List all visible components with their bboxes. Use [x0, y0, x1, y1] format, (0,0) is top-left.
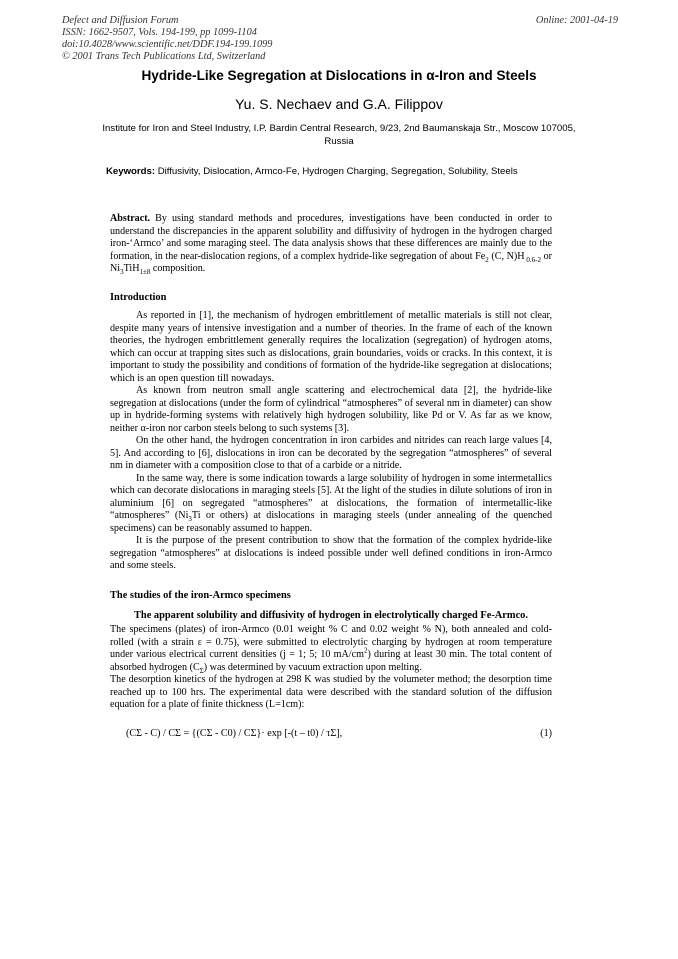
section2-body: [110, 624, 552, 712]
keywords-label: Keywords:: [106, 166, 156, 177]
abstract: Abstract. By using standard methods and procedures, investigations have been conducted in order to understand the discrepancies in the apparent solubility and diffusivity of hydrogen in the hydrogen charged iron-‘Armco’ and some maraging steel. The data analysis shows that these differences are mainly due to the formation, in the near-dislocation regions, of a complex hydride-like segregation of about $Fe_2$ (C, N)H $_{0.6-2}$ or $Ni_3TiH_{1\pm 8}$ composition.: [110, 213, 552, 277]
page-header: [62, 15, 618, 63]
keywords-text: Diffusivity, Dislocation, Armco-Fe, Hydrogen Charging, Segregation, Solubility, Steels: [157, 166, 518, 177]
issn-line: ISSN: 1662-9507, Vols. 194-199, pp 1099-1104: [62, 27, 257, 38]
section2-paragraph-1: The specimens (plates) of iron-Armco (0.01 weight % C and 0.02 weight % N), both annealed and cold-rolled (with a strain ε = 0.75), were submitted to electrolytic charging by hydrogen at room temperature under various electrical current densities (j = 1; 5; 10 $mA/cm^2$) during at least 30 min. The total content of absorbed hydrogen $(C_\Sigma)$ was determined by vacuum extraction upon melting.: [110, 624, 552, 675]
keywords: [106, 166, 576, 177]
intro-paragraph-5: It is the purpose of the present contribution to show that the formation of the complex hydride-like segregation “atmospheres” at dislocations is indeed possible under well defined conditions in iron-Armco and some steels.: [110, 535, 552, 571]
intro-paragraph-4: In the same way, there is some indication towards a large solubility of hydrogen in some intermetallics which can decorate dislocations in maraging steels [5]. At the light of the studies in dilute solutions of iron in aluminium [6] on segregated “atmospheres” at dislocations, the formation of intermetallic-like “atmospheres” ($Ni_3Ti$ or others) at dislocations in maraging steels (under annealing of the quenched specimens) can be reasonably assumed to happen.: [110, 472, 552, 534]
section-heading-armco: The studies of the iron-Armco specimens: [110, 590, 291, 601]
introduction-heading: Introduction: [110, 292, 167, 303]
authors: Yu. S. Nechaev and G.A. Filippov: [235, 96, 443, 112]
copyright-line: © 2001 Trans Tech Publications Ltd, Switzerland: [62, 51, 266, 62]
section2-paragraph-2: The desorption kinetics of the hydrogen at 298 K was studied by the volumeter method; the desorption time reached up to 100 hrs. The experimental data were described with the standard solution of the diffusion equation for a plate of finite thickness (L=1cm):: [110, 674, 552, 710]
intro-paragraph-3: On the other hand, the hydrogen concentration in iron carbides and nitrides can reach large values [4, 5]. And according to [6], dislocations in iron can be decorated by the segregation “atmospheres” of several nm in diameter with a composition close to that of a carbide or a nitride.: [110, 435, 552, 471]
online-date: Online: 2001-04-19: [535, 15, 618, 26]
equation-number: (1): [540, 728, 552, 739]
abstract-label: Abstract.: [110, 213, 151, 224]
equation-text: (CΣ - C) / CΣ = {(CΣ - C0) / CΣ}· exp [-(t – t0) / τΣ],: [126, 728, 343, 739]
intro-paragraph-2: As known from neutron small angle scattering and electrochemical data [2], the hydride-like segregation at dislocations (under the form of cylindrical “atmospheres” of several nm in diameter) can show up in hydride-forming systems with relatively high hydrogen solubility, like Pd or V. As far as we know, neither α-iron nor carbon steels belong to such systems [3].: [110, 385, 552, 434]
formula-ni3tih: $Ni_3TiH_{1\pm 8}$: [110, 263, 151, 277]
paper-title: Hydride-Like Segregation at Dislocations in α-Iron and Steels: [141, 68, 537, 83]
abstract-text: By using standard methods and procedures, investigations have been conducted in order to understand the discrepancies in the apparent solubility and diffusivity of hydrogen in the hydrogen charged iron-‘Armco’ and some maraging steel. The data analysis shows that these differences are mainly due to the formation, in the near-dislocation regions, of a complex hydride-like segregation of about: [110, 213, 552, 262]
affiliation: Institute for Iron and Steel Industry, I.P. Bardin Central Research, 9/23, 2nd Baumanskaja Str., Moscow 107005, Russia: [102, 123, 576, 147]
formula-fe2cnh: $Fe_2$ (C, N)H $_{0.6-2}$: [475, 250, 541, 264]
introduction-body: [110, 310, 552, 573]
journal-name: Defect and Diffusion Forum: [62, 15, 179, 26]
equation-1: [126, 728, 552, 739]
intro-paragraph-1: As reported in [1], the mechanism of hydrogen embrittlement of metallic materials is still not clear, despite many years of intensive investigation and a number of theories. In the frame of each of the known theories, the hydrogen embrittlement generally requires the localization (segregation) of hydrogen atoms, which can occur at trapping sites such as dislocations, grain boundaries, voids or cracks. In this context, it is important to study the possibility and conditions of formation of the hydride-like segregation at dislocations; which is an open question till nowadays.: [110, 310, 552, 384]
doi-line: doi:10.4028/www.scientific.net/DDF.194-199.1099: [62, 39, 273, 50]
subsection-heading-solubility: The apparent solubility and diffusivity of hydrogen in electrolytically charged Fe-Armco.: [134, 610, 528, 621]
